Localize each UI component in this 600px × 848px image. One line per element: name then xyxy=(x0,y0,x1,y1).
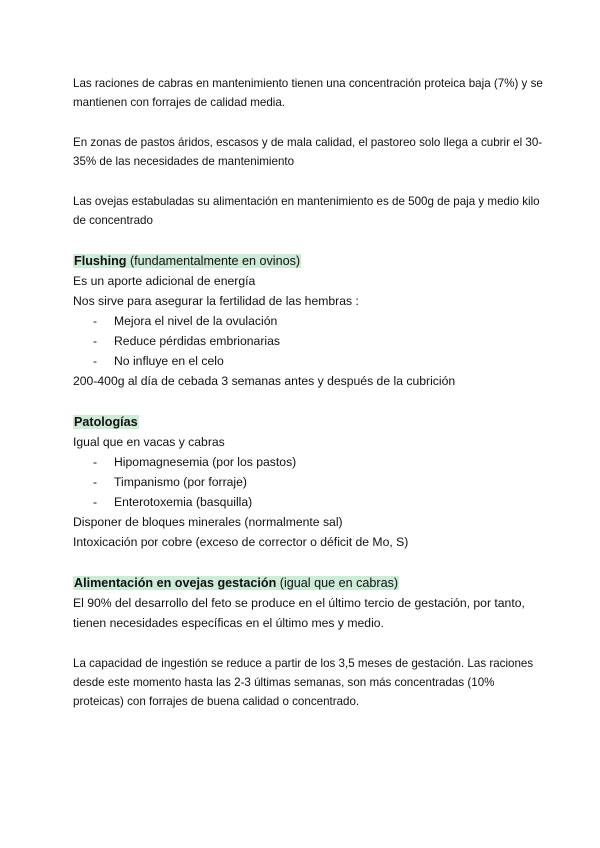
heading-title: Alimentación en ovejas gestación xyxy=(74,576,277,590)
list-item-text: Reduce pérdidas embrionarias xyxy=(114,334,280,348)
paragraph-pastos-aridos: En zonas de pastos áridos, escasos y de mala calidad, el pastoreo solo llega a cubrir el 30-35% de las necesidades de mantenimiento xyxy=(73,136,543,168)
section-heading-gestacion xyxy=(73,573,543,593)
dash-bullet: - xyxy=(93,334,98,348)
section-patologias xyxy=(73,412,543,552)
dash-bullet: - xyxy=(93,495,98,509)
heading-subtitle: (igual que en cabras) xyxy=(276,576,399,590)
text-line: Nos sirve para asegurar la fertilidad de las hembras : xyxy=(73,294,359,308)
paragraph-capacidad-ingestion: La capacidad de ingestión se reduce a partir de los 3,5 meses de gestación. Las raciones desde este momento hasta las 2-3 últimas semanas, son más concentradas (10% proteicas) con forrajes de buena calidad o concentrado. xyxy=(73,657,534,708)
list-item xyxy=(93,311,543,331)
list-item xyxy=(93,472,543,492)
section-flushing xyxy=(73,251,543,391)
bullet-list xyxy=(73,311,543,371)
text-line: Intoxicación por cobre (exceso de corrector o déficit de Mo, S) xyxy=(73,535,409,549)
heading-subtitle: (fundamentalmente en ovinos) xyxy=(126,254,301,268)
paragraph-ovejas-estabuladas: Las ovejas estabuladas su alimentación en mantenimiento es de 500g de paja y medio kilo de concentrado xyxy=(73,195,540,227)
dash-bullet: - xyxy=(93,354,98,368)
section-heading-flushing xyxy=(73,251,543,271)
list-item xyxy=(93,351,543,371)
list-item xyxy=(93,331,543,351)
bullet-list xyxy=(73,452,543,512)
list-item xyxy=(93,492,543,512)
paragraph-desarrollo-feto: El 90% del desarrollo del feto se produce en el último tercio de gestación, por tanto, tienen necesidades específicas en el último mes y medio. xyxy=(73,596,525,630)
list-item-text: Enterotoxemia (basquilla) xyxy=(114,495,253,509)
list-item xyxy=(93,452,543,472)
text-line: Igual que en vacas y cabras xyxy=(73,435,225,449)
text-line: Disponer de bloques minerales (normalmente sal) xyxy=(73,515,343,529)
dash-bullet: - xyxy=(93,475,98,489)
list-item-text: Hipomagnesemia (por los pastos) xyxy=(114,455,297,469)
dash-bullet: - xyxy=(93,314,98,328)
paragraph-cabras-mantenimiento: Las raciones de cabras en mantenimiento tienen una concentración proteica baja (7%) y se mantienen con forrajes de calidad media. xyxy=(73,77,543,109)
list-item-text: Mejora el nivel de la ovulación xyxy=(114,314,278,328)
text-line: Es un aporte adicional de energía xyxy=(73,274,256,288)
spacer xyxy=(73,552,543,573)
dash-bullet: - xyxy=(93,455,98,469)
heading-title: Flushing xyxy=(74,254,127,268)
list-item-text: No influye en el celo xyxy=(114,354,224,368)
document-page xyxy=(73,74,543,732)
text-line: 200-400g al día de cebada 3 semanas antes y después de la cubrición xyxy=(73,374,456,388)
spacer xyxy=(73,391,543,412)
section-heading-patologias xyxy=(73,412,543,432)
list-item-text: Timpanismo (por forraje) xyxy=(114,475,247,489)
section-gestacion xyxy=(73,573,543,711)
heading-title: Patologías xyxy=(74,415,138,429)
